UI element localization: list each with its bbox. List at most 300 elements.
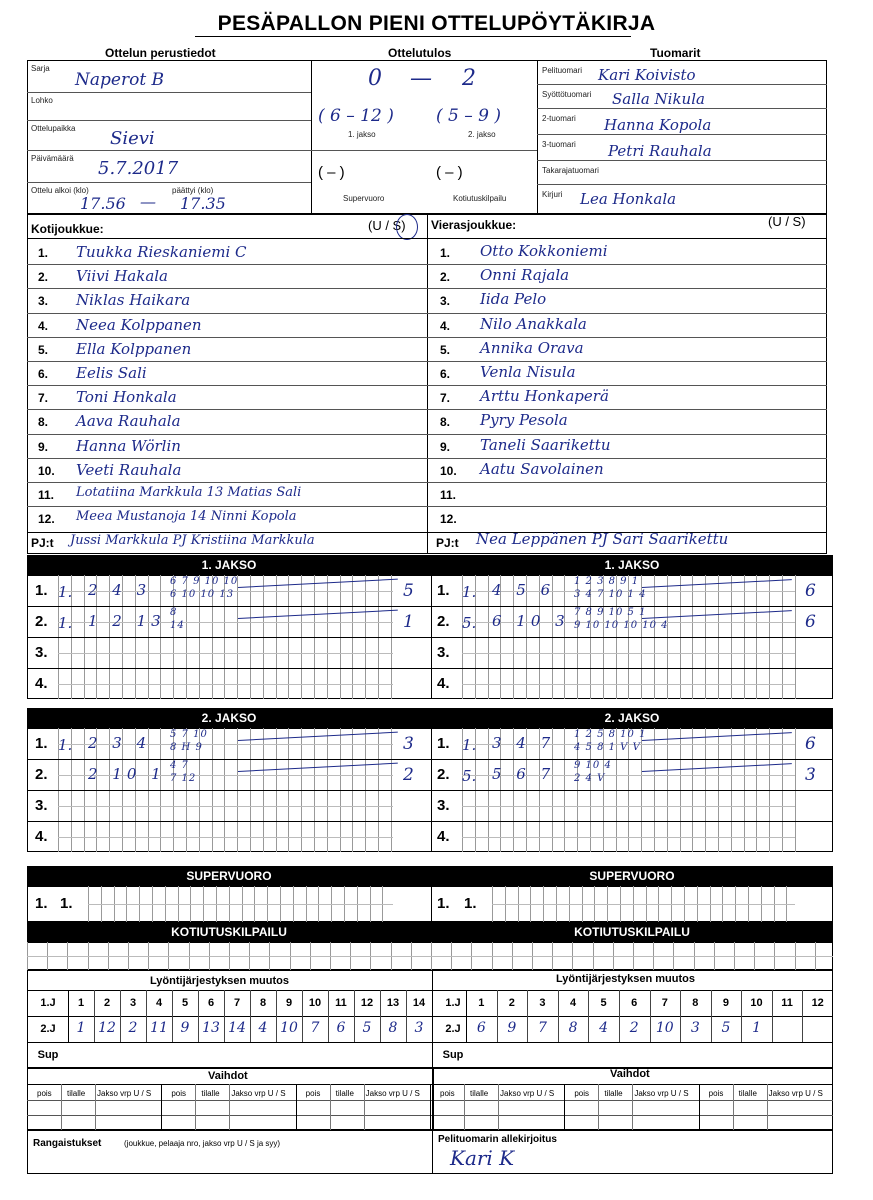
alkoi-value: 17.56 [80, 194, 126, 213]
penalty-label: Rangaistukset [33, 1138, 102, 1149]
batting-col-number: 8 [259, 997, 267, 1009]
sv-bar: SUPERVUORO [27, 866, 431, 886]
col-line [364, 1084, 365, 1130]
batting-order-value: 9 [180, 1020, 190, 1036]
group-line [296, 1084, 297, 1130]
away-row-number: 5. [440, 342, 451, 357]
batting-col-number: 12 [360, 997, 374, 1009]
vaihdot-jakso: Jakso vrp U / S [231, 1089, 286, 1098]
away-row-number: 6. [440, 367, 451, 381]
batting-col-number: 9 [285, 997, 293, 1009]
col-line [95, 1084, 96, 1130]
alkoi-label: Ottelu alkoi (klo) [31, 186, 89, 195]
inning-number: 1. [437, 581, 450, 599]
sarja-value: Naperot B [75, 70, 165, 90]
batting-col-number: 14 [412, 997, 426, 1009]
group-line [564, 1084, 565, 1130]
col-line [229, 1084, 230, 1130]
inning-score: 3 [805, 765, 816, 785]
inning-start: 5. [462, 614, 477, 632]
away-row-number: 4. [440, 318, 451, 333]
basic-info-header: Ottelun perustiedot [105, 46, 216, 60]
away-pj: Nea Leppänen PJ Sari Saarikettu [476, 530, 729, 548]
grid-line [462, 806, 795, 807]
batting-row-label: 1.J [40, 997, 56, 1009]
row-line [27, 482, 827, 483]
row-line [27, 637, 833, 638]
row-line [27, 821, 833, 822]
batting-order-frame [27, 970, 833, 1068]
home-player: Eelis Sali [76, 364, 147, 382]
batting-col-number: 10 [308, 997, 322, 1009]
grid-line [492, 904, 795, 905]
batting-row-label: 2.J [40, 1023, 56, 1035]
kk-result: ( – ) [436, 164, 463, 181]
row-line [432, 990, 833, 991]
vaihdot-tilalle: tilalle [335, 1089, 354, 1098]
divider [431, 886, 432, 922]
home-row-number: 7. [38, 391, 49, 406]
kk-bar: KOTIUTUSKILPAILU [27, 922, 431, 942]
divider [432, 1130, 433, 1174]
run-sequence-top: 5 7 10 [170, 729, 208, 740]
pvm-value: 5.7.2017 [98, 158, 179, 179]
batting-col-number: 13 [386, 997, 400, 1009]
batting-row-label: Sup [442, 1049, 464, 1061]
inning-number: 2. [35, 765, 48, 783]
batting-order-value: 5 [362, 1020, 372, 1036]
vaihdot-jakso: Jakso vrp U / S [97, 1089, 152, 1098]
batting-col-number: 9 [722, 997, 729, 1009]
inning-number: 4. [437, 674, 450, 692]
inning-score: 6 [805, 612, 816, 632]
vaihdot-pois: pois [37, 1089, 52, 1098]
run-sequence-bottom: 4 5 8 1 V V [574, 742, 641, 753]
batting-col-number: 10 [750, 997, 763, 1009]
row-line [27, 458, 827, 459]
vaihdot-jakso: Jakso vrp U / S [500, 1089, 555, 1098]
batting-col-number: 12 [811, 997, 824, 1009]
batting-row-label: 2.J [445, 1023, 461, 1035]
row-line [432, 1016, 833, 1017]
inning-number: 4. [35, 674, 48, 692]
col-line [464, 1084, 465, 1130]
batting-col-number: 1 [77, 997, 85, 1009]
syotto-value: Salla Nikula [612, 90, 705, 108]
signature: Kari K [450, 1146, 515, 1170]
inning-score: 6 [805, 581, 816, 601]
vaihdot-pois: pois [171, 1089, 187, 1098]
run-sequence-bottom: 14 [170, 620, 185, 631]
home-player: Hanna Wörlin [76, 436, 181, 455]
run-sequence-bottom: 8 H 9 [170, 742, 203, 753]
batting-col-number: 6 [207, 997, 215, 1009]
inning-number: 3. [35, 796, 48, 814]
batting-col-number: 3 [539, 997, 546, 1009]
penalty-frame [27, 1130, 833, 1174]
paikka-label: Ottelupaikka [31, 124, 76, 133]
batting-col-number: 2 [103, 997, 111, 1009]
form-title: PESÄPALLON PIENI OTTELUPÖYTÄKIRJA [217, 12, 656, 35]
batting-order-value: 1 [76, 1020, 86, 1036]
vaihdot-home-title: Vaihdot [208, 1070, 248, 1082]
t2-label: 2-tuomari [542, 114, 576, 123]
inning-number: 3. [437, 643, 450, 661]
batting-order-value: 9 [507, 1020, 517, 1036]
inning-start: 1. [462, 583, 477, 601]
vaihdot-tilalle: tilalle [201, 1089, 220, 1098]
row-line [27, 409, 827, 410]
vaihdot-jakso: Jakso vrp U / S [768, 1089, 823, 1098]
grid-line [88, 904, 393, 905]
home-row-number: 11. [38, 488, 55, 502]
home-player: Meea Mustanoja 14 Ninni Kopola [76, 509, 297, 525]
batting-sequence: 6 10 3 [492, 612, 570, 630]
line [537, 108, 827, 109]
inning-start: 1. [462, 736, 477, 754]
batting-order-value: 4 [599, 1020, 609, 1036]
inning-number: 1. [35, 734, 48, 752]
batting-col-number: 3 [129, 997, 137, 1009]
col-line [330, 1084, 331, 1130]
inning-number: 3. [35, 643, 48, 661]
home-row-number: 1. [38, 246, 49, 260]
jakso1-label: 1. jakso [348, 130, 376, 139]
away-player: Onni Rajala [480, 266, 570, 285]
grid-line [462, 837, 795, 838]
batting-row-label: 1.J [445, 997, 461, 1009]
total-sep: — [410, 66, 432, 91]
batting-order-value: 13 [202, 1020, 220, 1036]
home-row-number: 6. [38, 367, 49, 381]
home-player: Aava Rauhala [76, 412, 181, 431]
home-row-number: 10. [38, 463, 55, 478]
batting-col-number: 6 [631, 997, 638, 1009]
inning-number: 2. [35, 612, 48, 630]
sarja-label: Sarja [31, 64, 50, 73]
kirjuri-value: Lea Honkala [580, 190, 677, 208]
inning-number: 4. [35, 827, 48, 845]
row-line [27, 337, 827, 338]
run-sequence-top: 9 10 4 [574, 760, 612, 771]
line [27, 238, 827, 239]
batting-sequence: 3 4 7 [492, 734, 556, 752]
inning-number: 2. [437, 612, 450, 630]
line [27, 150, 311, 151]
result-header: Ottelutulos [388, 46, 452, 60]
grid-line [462, 684, 795, 685]
away-row-number: 9. [440, 439, 451, 454]
row-line [27, 288, 827, 289]
home-player: Niklas Haikara [76, 291, 191, 310]
group-line [699, 1084, 700, 1130]
home-pj-label: PJ:t [31, 536, 54, 550]
vaihdot-jakso: Jakso vrp U / S [365, 1089, 420, 1098]
paikka-value: Sievi [110, 128, 155, 149]
home-row-number: 9. [38, 439, 49, 454]
home-row-number: 8. [38, 415, 49, 430]
batting-sequence: 5 6 7 [492, 765, 556, 783]
away-player: Taneli Saarikettu [480, 435, 611, 454]
inning-number: 1. [437, 734, 450, 752]
syotto-label: Syöttötuomari [542, 90, 592, 99]
kk-label: Kotiutuskilpailu [453, 194, 507, 203]
taka-label: Takarajatuomari [542, 166, 599, 175]
home-player: Tuukka Rieskaniemi C [76, 243, 247, 261]
kirjuri-label: Kirjuri [542, 190, 563, 199]
home-player: Viivi Hakala [76, 267, 168, 286]
home-player: Veeti Rauhala [76, 460, 182, 479]
inning-score: 6 [805, 734, 816, 754]
batting-order-value: 2 [629, 1020, 639, 1036]
batting-order-value: 6 [336, 1020, 346, 1036]
row-line [27, 759, 833, 760]
batting-sequence: 2 10 1 [88, 765, 166, 783]
run-sequence-top: 6 7 9 10 10 [170, 576, 239, 587]
col-line [61, 1084, 62, 1130]
total-away: 2 [462, 66, 476, 91]
run-sequence-bottom: 6 10 10 13 [170, 589, 235, 600]
line [27, 92, 311, 93]
batting-col-number: 1 [478, 997, 485, 1009]
inning-score: 5 [403, 581, 414, 601]
grid-line [462, 653, 795, 654]
home-row-number: 3. [38, 294, 49, 309]
row-line [27, 990, 432, 991]
away-player: Annika Orava [480, 338, 584, 357]
batting-order-value: 4 [258, 1020, 268, 1036]
batting-order-value: 11 [150, 1020, 168, 1036]
vaihdot-away-title: Vaihdot [610, 1068, 650, 1080]
away-row-number: 3. [440, 294, 451, 309]
line [27, 182, 311, 183]
vaihdot-tilalle: tilalle [738, 1089, 757, 1098]
vaihdot-tilalle: tilalle [604, 1089, 623, 1098]
col-line [195, 1084, 196, 1130]
batting-order-value: 2 [128, 1020, 138, 1036]
vaihdot-jakso: Jakso vrp U / S [634, 1089, 689, 1098]
sv-result: ( – ) [318, 164, 345, 181]
batting-order-value: 7 [537, 1020, 547, 1036]
batting-col-number: 11 [335, 997, 347, 1009]
vaihdot-pois: pois [708, 1089, 724, 1098]
away-player: Aatu Savolainen [480, 459, 604, 478]
t3-value: Petri Rauhala [608, 142, 712, 160]
group-line [161, 1084, 162, 1130]
home-player: Toni Honkala [76, 388, 177, 407]
inning-number: 3. [437, 796, 450, 814]
grid-line [58, 653, 393, 654]
batting-col-number: 7 [661, 997, 668, 1009]
away-player: Nilo Anakkala [480, 314, 587, 333]
vaihdot-tilalle: tilalle [67, 1089, 86, 1098]
jakso1-result: ( 6 – 12 ) [318, 106, 394, 126]
grid-line [27, 956, 833, 957]
away-row-number: 11. [440, 488, 457, 502]
run-sequence-bottom: 7 12 [170, 773, 197, 784]
inning-start: 5. [462, 767, 477, 785]
line [537, 160, 827, 161]
inning-score: 3 [403, 734, 414, 754]
row-line [27, 790, 833, 791]
sv-inning: 1. [437, 895, 450, 912]
run-sequence-bottom: 9 10 10 10 10 4 [574, 620, 669, 631]
grid-line [58, 684, 393, 685]
inning-score: 1 [403, 612, 414, 632]
batting-away-title: Lyöntijärjestyksen muutos [556, 973, 695, 985]
row-line [27, 313, 827, 314]
vaihdot-pois: pois [305, 1089, 321, 1098]
batting-col-number: 7 [233, 997, 241, 1009]
home-row-number: 12. [38, 512, 55, 527]
row-line [27, 361, 827, 362]
run-sequence-bottom: 3 4 7 10 1 4 [574, 589, 647, 600]
group-line [430, 1084, 431, 1130]
batting-col-number: 2 [508, 997, 515, 1009]
line [27, 120, 311, 121]
row-line [27, 1042, 432, 1043]
t3-label: 3-tuomari [542, 140, 576, 149]
away-player: Iida Pelo [480, 290, 547, 309]
jakso-bar: 1. JAKSO [27, 555, 431, 575]
selected-circle [396, 214, 418, 240]
home-row-number: 5. [38, 342, 49, 357]
lohko-label: Lohko [31, 96, 53, 105]
batting-order-value: 8 [388, 1020, 398, 1036]
away-row-number: 2. [440, 270, 451, 285]
inning-start: 1. [58, 583, 73, 601]
away-row-number: 1. [440, 246, 451, 260]
umpires-header: Tuomarit [650, 46, 701, 60]
batting-order-value: 7 [310, 1020, 320, 1036]
col-line [767, 1084, 768, 1130]
batting-col-number: 4 [155, 997, 163, 1009]
batting-order-value: 10 [280, 1020, 298, 1036]
row-line [27, 506, 827, 507]
peli-label: Pelituomari [542, 66, 583, 75]
batting-col-number: 5 [181, 997, 189, 1009]
away-us: (U / S) [768, 214, 806, 229]
sv-label: Supervuoro [343, 194, 385, 203]
inning-start: 1. [58, 736, 73, 754]
line [537, 134, 827, 135]
batting-order-value: 3 [690, 1020, 700, 1036]
col-line [498, 1084, 499, 1130]
col-line [632, 1084, 633, 1130]
batting-col-number: 11 [781, 997, 793, 1009]
line [311, 150, 537, 151]
home-label: Kotijoukkue: [31, 222, 104, 236]
row-line [27, 264, 827, 265]
line [537, 184, 827, 185]
away-row-number: 10. [440, 463, 457, 478]
penalty-note: (joukkue, pelaaja nro, jakso vrp U / S ja syy) [124, 1139, 281, 1148]
col-line [598, 1084, 599, 1130]
time-dash: — [140, 192, 156, 211]
run-sequence-top: 8 [170, 607, 178, 618]
peli-value: Kari Koivisto [598, 66, 696, 84]
jakso-bar: 2. JAKSO [27, 708, 431, 728]
run-sequence-top: 1 2 5 8 10 1 [574, 729, 647, 740]
batting-home-title: Lyöntijärjestyksen muutos [150, 975, 289, 987]
batting-sequence: 4 5 6 [492, 581, 556, 599]
batting-sequence: 1 2 13 [88, 612, 166, 630]
batting-sequence: 2 4 3 [88, 581, 152, 599]
vaihdot-tilalle: tilalle [470, 1089, 489, 1098]
signature-label: Pelituomarin allekirjoitus [438, 1134, 557, 1145]
inning-number: 2. [437, 765, 450, 783]
batting-col-number: 5 [600, 997, 607, 1009]
away-row-number: 7. [440, 391, 451, 406]
row-line [432, 1042, 833, 1043]
row-line [27, 434, 827, 435]
batting-order-value: 12 [98, 1020, 116, 1036]
grid-line [58, 837, 393, 838]
run-sequence-top: 4 7 [170, 760, 189, 771]
col-line [733, 1084, 734, 1130]
vaihdot-pois: pois [440, 1089, 455, 1098]
kk-bar: KOTIUTUSKILPAILU [431, 922, 833, 942]
sv-inning: 1. [35, 895, 48, 912]
divider [432, 1068, 434, 1130]
jakso-bar: 1. JAKSO [431, 555, 833, 575]
home-us: (U / S) [368, 218, 406, 233]
batting-order-value: 14 [228, 1020, 246, 1036]
away-player: Arttu Honkaperä [480, 387, 609, 406]
batting-order-value: 6 [476, 1020, 486, 1036]
inning-start: 1. [58, 614, 73, 632]
away-label: Vierasjoukkue: [431, 218, 517, 232]
batting-order-value: 5 [721, 1020, 731, 1036]
away-row-number: 12. [440, 512, 457, 527]
pvm-label: Päivämäärä [31, 154, 74, 163]
home-row-number: 4. [38, 318, 49, 333]
paattyi-value: 17.35 [180, 194, 226, 213]
inning-number: 4. [437, 827, 450, 845]
home-pj: Jussi Markkula PJ Kristiina Markkula [70, 533, 315, 548]
batting-order-value: 3 [414, 1020, 424, 1036]
title-underline [195, 36, 631, 37]
inning-number: 1. [35, 581, 48, 599]
batting-col-number: 4 [569, 997, 577, 1009]
away-row-number: 8. [440, 415, 451, 430]
sv-start: 1. [60, 895, 73, 912]
run-sequence-top: 1 2 3 8 9 1 [574, 576, 640, 587]
batting-order-value: 8 [568, 1020, 578, 1036]
away-player: Otto Kokkoniemi [480, 242, 608, 260]
row-line [27, 385, 827, 386]
row-line [27, 668, 833, 669]
total-home: 0 [368, 66, 382, 91]
grid-line [58, 806, 393, 807]
vaihdot-pois: pois [574, 1089, 590, 1098]
away-player: Pyry Pesola [480, 411, 568, 430]
home-player: Ella Kolppanen [76, 339, 192, 358]
jakso-bar: 2. JAKSO [431, 708, 833, 728]
paattyi-label: päättyi (klo) [172, 186, 214, 195]
divider [311, 60, 312, 214]
row-line [27, 1016, 432, 1017]
divider [432, 970, 433, 1068]
batting-col-number: 8 [692, 997, 699, 1009]
row-line [27, 606, 833, 607]
inning-score: 2 [403, 765, 414, 785]
run-sequence-top: 7 8 9 10 5 1 [574, 607, 647, 618]
sv-bar: SUPERVUORO [431, 866, 833, 886]
sv-start: 1. [464, 895, 477, 912]
t2-value: Hanna Kopola [604, 116, 712, 134]
jakso2-label: 2. jakso [468, 130, 496, 139]
